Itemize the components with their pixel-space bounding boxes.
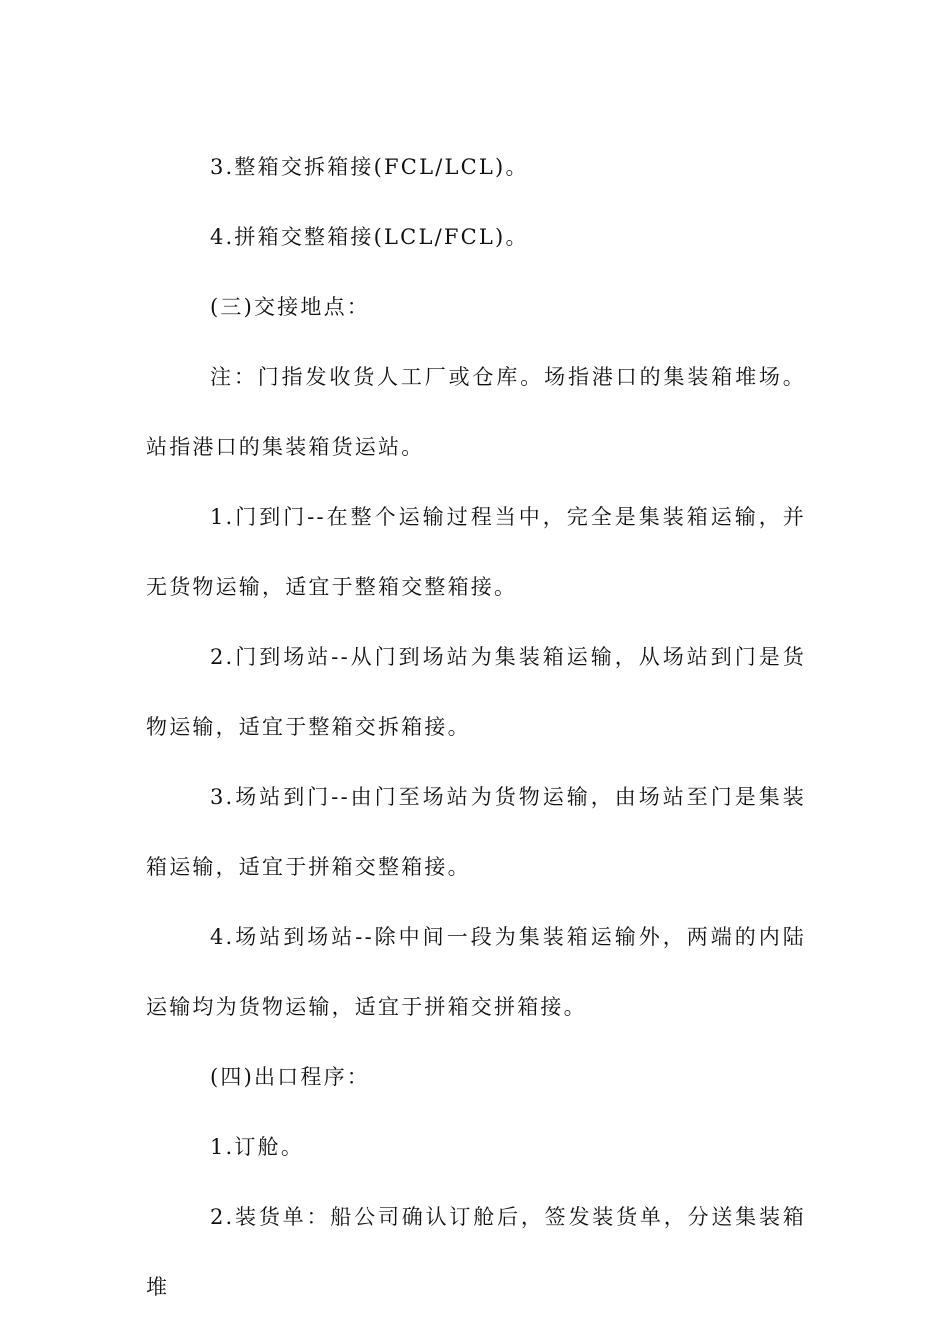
section-heading-export-procedure: (四)出口程序： bbox=[210, 1065, 370, 1089]
paragraph-handover-lcl-fcl: 4.拼箱交整箱接(LCL/FCL)。 bbox=[210, 225, 529, 249]
paragraph-location-note: 注：门指发收货人工厂或仓库。场指港口的集装箱堆场。站指港口的集装箱货运站。 bbox=[146, 365, 806, 459]
paragraph-door-to-door: 1.门到门--在整个运输过程当中，完全是集装箱运输，并无货物运输，适宜于整箱交整箱接。 bbox=[146, 505, 806, 599]
paragraph-booking: 1.订舱。 bbox=[210, 1135, 305, 1159]
paragraph-door-to-station: 2.门到场站--从门到场站为集装箱运输，从场站到门是货物运输，适宜于整箱交拆箱接。 bbox=[146, 645, 806, 739]
document-body bbox=[146, 132, 806, 1322]
paragraph-station-to-station: 4.场站到场站--除中间一段为集装箱运输外，两端的内陆运输均为货物运输，适宜于拼箱交拼箱接。 bbox=[146, 925, 806, 1019]
paragraph-station-to-door: 3.场站到门--由门至场站为货物运输，由场站至门是集装箱运输，适宜于拼箱交整箱接。 bbox=[146, 785, 806, 879]
paragraph-shipping-order: 2.装货单：船公司确认订舱后，签发装货单，分送集装箱堆 bbox=[146, 1205, 806, 1299]
section-heading-handover-location: (三)交接地点： bbox=[210, 295, 370, 319]
paragraph-handover-fcl-lcl: 3.整箱交拆箱接(FCL/LCL)。 bbox=[210, 155, 529, 179]
